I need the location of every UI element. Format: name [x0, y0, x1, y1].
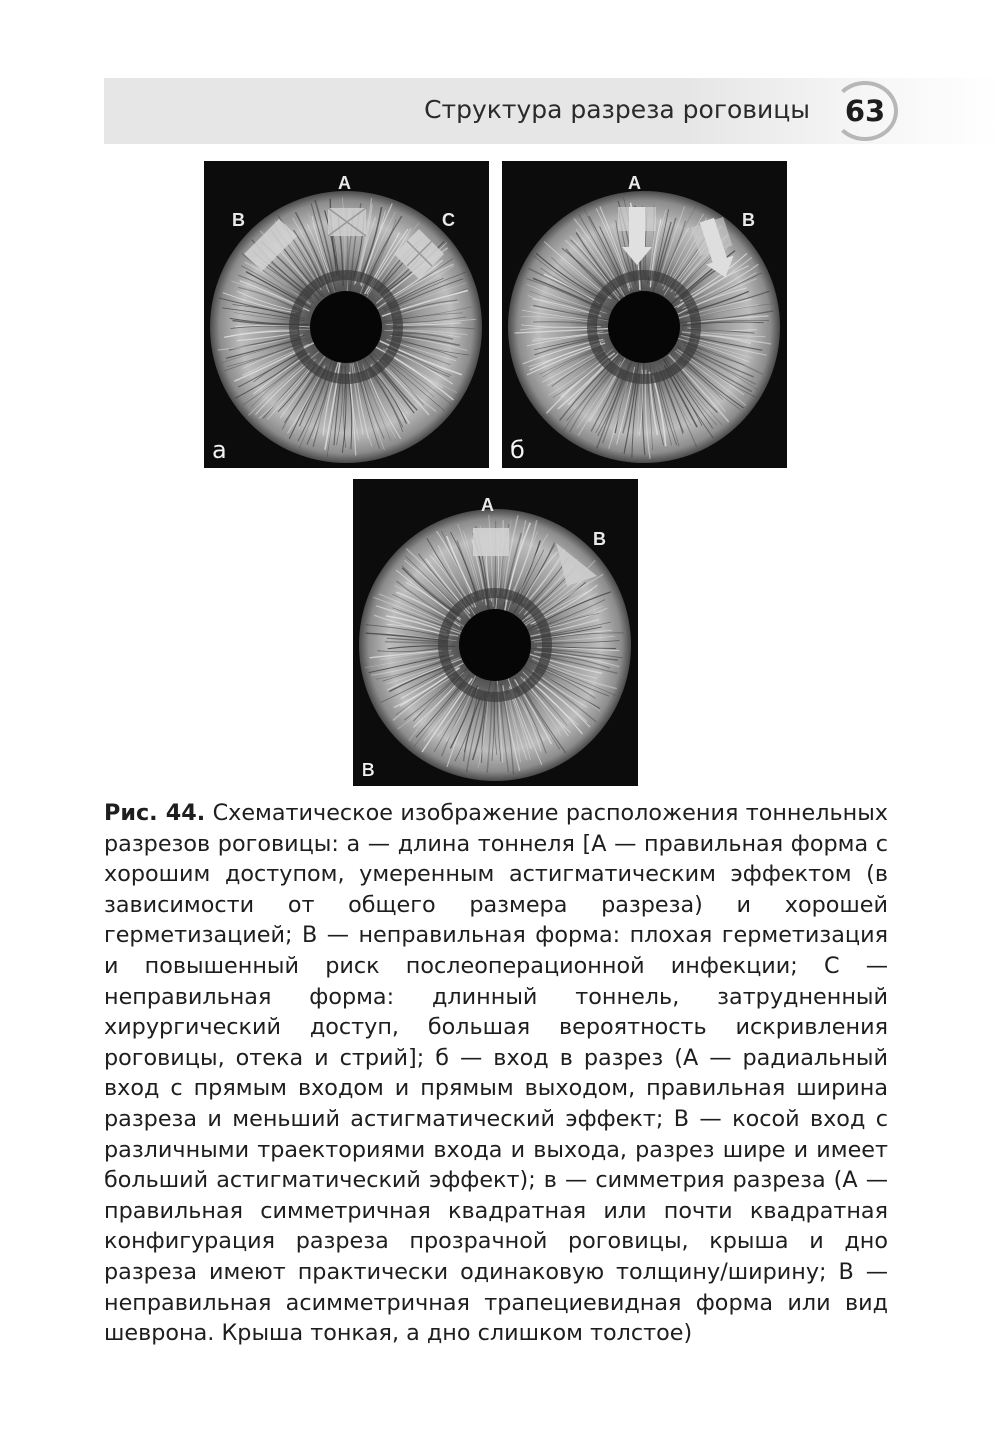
iris-image-b — [502, 161, 787, 468]
page-number: 63 — [832, 81, 898, 141]
incision-marker-a-square — [473, 528, 509, 556]
running-title: Структура разреза роговицы — [424, 95, 810, 124]
panel-letter-a: а — [212, 436, 227, 464]
incision-marker-a-square — [328, 208, 366, 236]
marker-label-b: B — [232, 210, 245, 230]
iris-image-a — [204, 161, 489, 468]
figure-panel-a — [204, 161, 489, 468]
marker-label-b: B — [742, 210, 755, 230]
marker-label-a: A — [338, 173, 351, 193]
caption-text: Схематическое изображение расположения тоннельных разрезов роговицы: а — длина тоннеля [А — правильная форма с хорошим доступом, умеренным астигматическим эффектом (в зависимости от общего размера разреза) и хорошей герметизацией; В — неправильная форма: плохая герметизация и повышенный риск послеоперационной инфекции; С — неправильная форма: длинный тоннель, затрудненный хирургический доступ, большая вероятность искривления роговицы, отека и стрий]; б — вход в разрез (А — радиальный вход с прямым входом и прямым выходом, правильная ширина разреза и меньший астигматический эффект; В — косой вход с различными траекториями входа и выхода, разрез шире и имеет больший астигматический эффект); в — симметрия разреза (А — правильная симметричная квадратная или почти квадратная конфигурация разреза прозрачной роговицы, крыша и дно разреза имеют практически одинаковую толщину/ширину; В — неправильная асимметричная трапециевидная форма или вид шеврона. Крыша тонкая, а дно слишком толстое) — [104, 800, 888, 1347]
marker-label-a: A — [628, 173, 641, 193]
figure-panel-v — [353, 479, 638, 786]
figure-label: Рис. 44. — [104, 800, 206, 826]
iris-image-v — [353, 479, 638, 786]
panel-letter-v: в — [361, 754, 376, 782]
marker-label-b: B — [593, 529, 606, 549]
marker-label-a: A — [481, 495, 494, 515]
figure-caption — [104, 798, 888, 1349]
marker-label-c: C — [442, 210, 455, 230]
figure-panel-b — [502, 161, 787, 468]
panel-letter-b: б — [510, 436, 525, 464]
